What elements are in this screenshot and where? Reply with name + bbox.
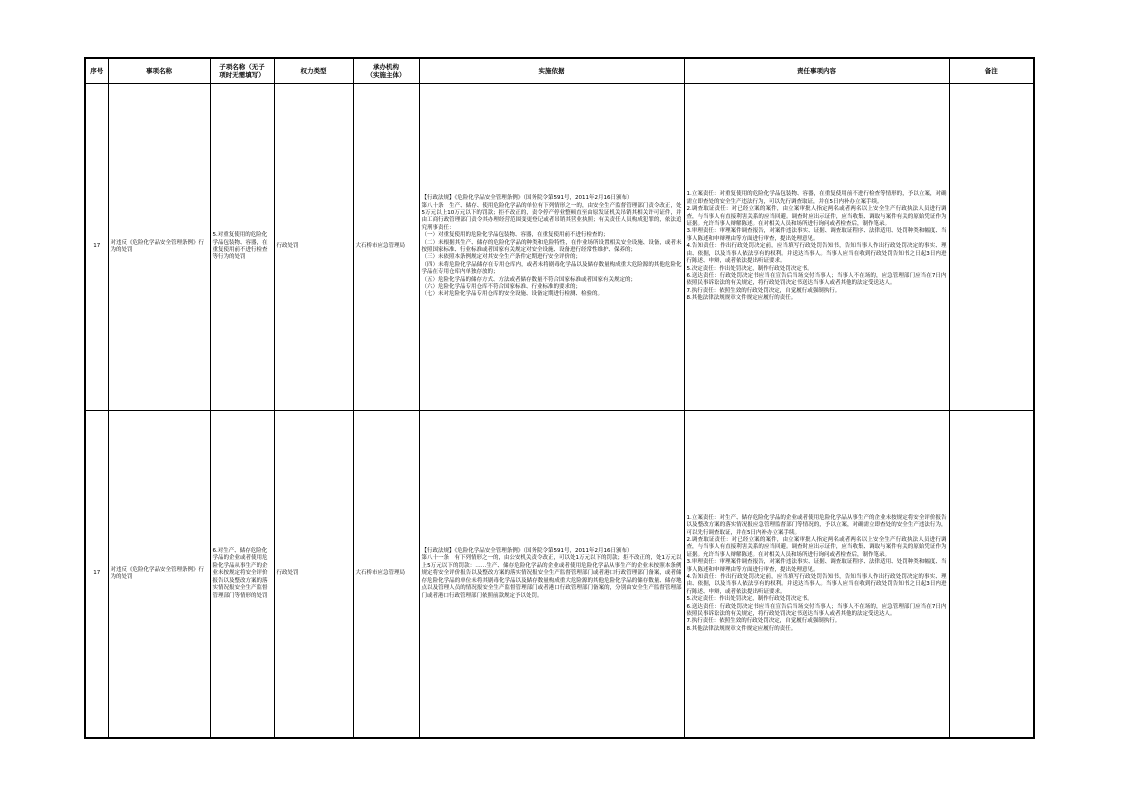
header-item-name: 事项名称	[108, 58, 210, 84]
header-org-line1: 承办机构	[373, 63, 399, 71]
cell-org: 大石桥市应急管理局	[353, 411, 419, 739]
header-sub-item	[210, 58, 274, 84]
responsibility-item: 5.决定责任：作出处罚决定，制作行政处罚决定书。	[686, 265, 813, 272]
header-seq: 序号	[85, 58, 108, 84]
header-row	[85, 58, 1034, 84]
power-list-table	[84, 57, 1035, 739]
responsibility-item: 4.告知责任：作出行政处罚决定前，应当填写行政处罚告知书，告知当事人作出行政处罚决定的事实、理由、依据，以及当事人依法享有的权利。并送达当事人。当事人应当在收到行政处罚告知书之日起3日内进行陈述、申辩，或者依法提出听证要求。	[686, 243, 947, 265]
responsibility-item: 2.调查取证责任：对已经立案的案件，由立案审批人指定两名或者两名以上安全生产行政执法人员进行调查，与当事人有直接利害关系的应当回避。调查时应出示证件，应当收集、调取与案件有关的原始凭证作为证据。允许当事人辩解陈述。在对相关人员和场所进行询问或者检查后，制作笔录。	[686, 536, 947, 558]
responsibility-item: 1.立案责任：对重复使用的危险化学品包装物、容器，在重复使用前不进行检查等情形的，予以立案，对确需立即查处的安全生产违法行为，可以先行调查取证，并在5日内补办立案手续。	[686, 191, 947, 205]
cell-org: 大石桥市应急管理局	[353, 84, 419, 411]
responsibility-item: 3.审理责任：审理案件调查报告，对案件违法事实、证据、调查取证程序、法律适用、处罚种类和幅度、当事人陈述和申辩理由等方面进行审查，提出处理意见。	[686, 559, 947, 573]
header-sub-item-line2: 项时无需填写）	[219, 71, 265, 79]
cell-item-name: 对违反《危险化学品安全管理条例》行为的处罚	[108, 84, 210, 411]
header-org-line2: （实施主体）	[366, 71, 406, 79]
header-power-type: 权力类型	[274, 58, 353, 84]
cell-sub-item: 5.对重复使用的危险化学品包装物、容器，在重复使用前不进行检查等行为的处罚	[210, 84, 274, 411]
header-basis: 实施依据	[419, 58, 684, 84]
responsibility-item: 8.其他法律法规规章文件规定应履行的责任。	[686, 295, 797, 302]
responsibility-item: 2.调查取证责任：对已经立案的案件，由立案审批人指定两名或者两名以上安全生产行政执法人员进行调查，与当事人有直接利害关系的应当回避。调查时应出示证件，应当收集、调取与案件有关的原始凭证作为证据。允许当事人辩解陈述。在对相关人员和场所进行询问或者检查后，制作笔录。	[686, 206, 947, 228]
basis-paragraph: 第八十一条 有下列情形之一的，由公安机关责令改正，可以处1万元以下的罚款；拒不改正的，处1万元以上5万元以下的罚款：……生产、储存危险化学品的企业或者使用危险化学品从事生产的企业未按照本条例规定将安全评价报告以及整改方案的落实情况报安全生产监督管理部门或者港口行政管理部门备案，或者储存危险化学品的单位未将其剧毒化学品以及储存数量构成重大危险源的其他危险化学品的储存数量、储存地点以及管理人员的情况报安全生产监督管理部门或者港口行政管理部门备案的，分别由安全生产监督管理部门或者港口行政管理部门依照前款规定予以处罚。	[421, 555, 682, 599]
cell-remark	[949, 411, 1034, 739]
basis-paragraph: （六）危险化学品专用仓库不符合国家标准、行业标准的要求的；	[421, 284, 582, 291]
basis-paragraph: 第八十条 生产、储存、使用危险化学品的单位有下列情形之一的，由安全生产监督管理部门责令改正，处5万元以上10万元以下的罚款；拒不改正的，责令停产停业整顿直至由原发证机关吊销其相关许可证件，并由工商行政管理部门责令其办理经营范围变更登记或者吊销其营业执照；有关责任人员构成犯罪的，依法追究刑事责任：	[421, 202, 682, 231]
responsibility-item: 6.送达责任：行政处罚决定书应当在宣告后当场交付当事人；当事人不在场的，应急管理部门应当在7日内依照民事诉讼法的有关规定，将行政处罚决定书送达当事人或者其他的法定受送达人。	[686, 603, 947, 618]
cell-power-type: 行政处罚	[274, 84, 353, 411]
cell-seq: 17	[85, 411, 108, 739]
cell-seq: 17	[85, 84, 108, 411]
basis-paragraph: （一）对重复使用的危险化学品包装物、容器，在重复使用前不进行检查的；	[421, 232, 609, 239]
basis-paragraph: （三）未依照本条例规定对其安全生产条件定期进行安全评价的；	[421, 254, 582, 261]
basis-paragraph: （二）未根据其生产、储存的危险化学品的种类和危险特性，在作业场所设置相关安全设施、设备，或者未按照国家标准、行业标准或者国家有关规定对安全设施、设备进行经常性维护、保养的；	[421, 239, 682, 253]
responsibility-item: 7.执行责任：依照生效的行政处罚决定，自觉履行或强制执行。	[686, 618, 841, 625]
basis-paragraph: （四）未将危险化学品储存在专用仓库内，或者未将剧毒化学品以及储存数量构成重大危险源的其他危险化学品在专用仓库内单独存放的；	[421, 261, 682, 276]
cell-responsibility	[684, 84, 949, 411]
table-row	[85, 84, 1034, 411]
table-row	[85, 411, 1034, 739]
cell-responsibility	[684, 411, 949, 739]
cell-basis	[419, 411, 684, 739]
responsibility-item: 1.立案责任：对生产、储存危险化学品的企业或者使用危险化学品从事生产的企业未按规定将安全评价报告以及整改方案的落实情况报应急管理监督部门等情况的，予以立案，对确需立即查处的安全生产违法行为，可以先行调查取证，并在5日内补办立案手续。	[686, 514, 947, 536]
responsibility-item: 4.告知责任：作出行政处罚决定前，应当填写行政处罚告知书，告知当事人作出行政处罚决定的事实、理由、依据，以及当事人依法享有的权利。并送达当事人。当事人应当在收到行政处罚告知书之日起3日内进行陈述、申辩，或者依法提出听证要求。	[686, 574, 947, 595]
basis-paragraph: （五）危险化学品的储存方式、方法或者储存数量不符合国家标准或者国家有关规定的；	[421, 276, 637, 283]
cell-power-type: 行政处罚	[274, 411, 353, 739]
responsibility-item: 8.其他法律法规规章文件规定应履行的责任。	[686, 625, 797, 632]
basis-paragraph: 【行政法规】《危险化学品安全管理条例》（国务院令第591号，2011年2月16日颁布）	[421, 548, 633, 555]
basis-paragraph: （七）未对危险化学品专用仓库的安全设施、设备定期进行检测、检验的。	[421, 291, 604, 298]
header-org	[353, 58, 419, 84]
cell-item-name: 对违反《危险化学品安全管理条例》行为的处罚	[108, 411, 210, 739]
cell-sub-item: 6.对生产、储存危险化学品的企业或者使用危险化学品从事生产的企业未按规定将安全评价报告以及整改方案的落实情况报安全生产监督管理部门等情形的处罚	[210, 411, 274, 739]
cell-basis	[419, 84, 684, 411]
header-sub-item-line1: 子项名称（无子	[219, 63, 265, 71]
responsibility-item: 6.送达责任：行政处罚决定书应当在宣告后当场交付当事人；当事人不在场的，应急管理部门应当在7日内依照民事诉讼法的有关规定，将行政处罚决定书送达当事人或者其他的法定受送达人。	[686, 272, 947, 287]
responsibility-item: 5.决定责任：作出处罚决定，制作行政处罚决定书。	[686, 596, 813, 603]
header-responsibility: 责任事项内容	[684, 58, 949, 84]
responsibility-item: 3.审理责任：审理案件调查报告，对案件违法事实、证据、调查取证程序、法律适用、处罚种类和幅度、当事人陈述和申辩理由等方面进行审查，提出处理意见。	[686, 228, 947, 242]
cell-remark	[949, 84, 1034, 411]
header-remark: 备注	[949, 58, 1034, 84]
basis-paragraph: 【行政法规】《危险化学品安全管理条例》（国务院令第591号，2011年2月16日颁布）	[421, 195, 633, 202]
responsibility-item: 7.执行责任：依照生效的行政处罚决定，自觉履行或强制执行。	[686, 287, 841, 294]
